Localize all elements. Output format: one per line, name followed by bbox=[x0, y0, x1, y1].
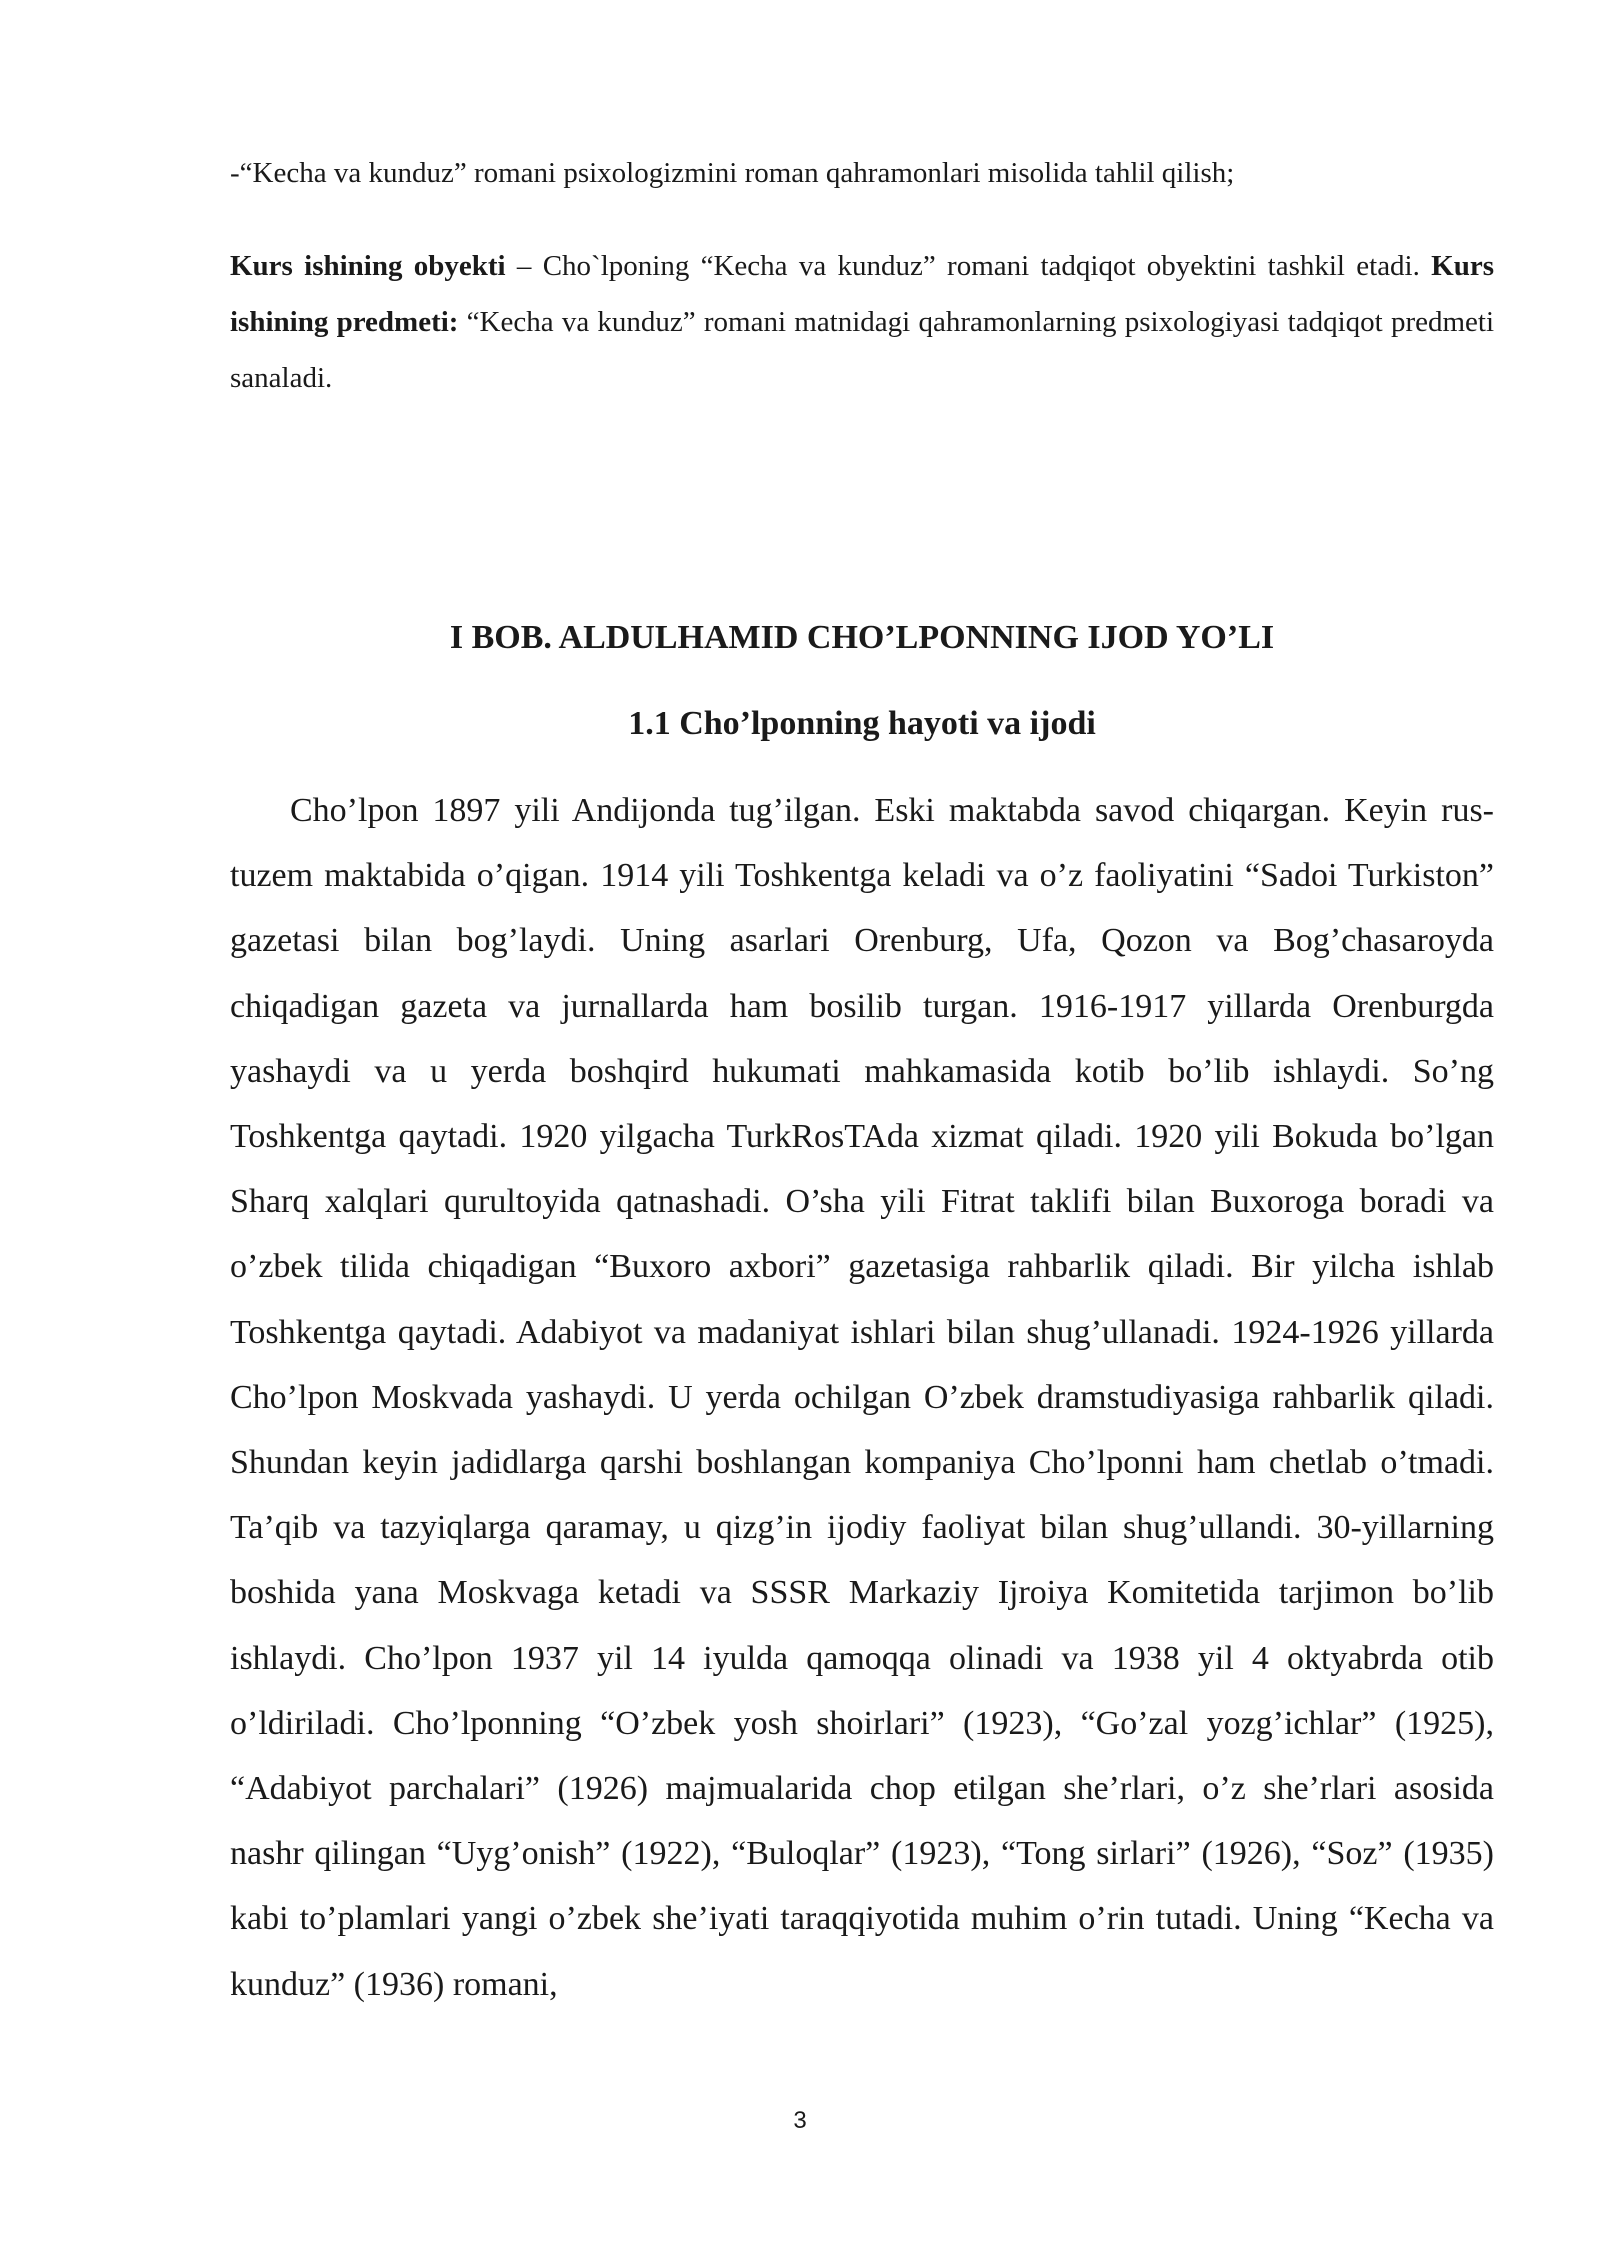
subject-label: Kurs ishining predmeti: bbox=[230, 250, 1495, 338]
object-text: – Cho`lponing “Kecha va kunduz” romani tadqiqot obyektini tashkil etadi. bbox=[505, 250, 1432, 282]
object-label: Kurs ishining obyekti bbox=[230, 250, 506, 282]
section-heading: 1.1 Cho’lponning hayoti va ijodi bbox=[628, 705, 1096, 742]
page-number: 3 bbox=[793, 2107, 807, 2134]
task-bullet-line: -“Kecha va kunduz” romani psixologizmini roman qahramonlari misolida tahlil qilish; bbox=[230, 157, 1235, 189]
subject-text: “Kecha va kunduz” romani matnidagi qahramonlarning psixologiyasi tadqiqot predmeti sanaladi. bbox=[230, 306, 1495, 394]
chapter-heading: I BOB. ALDULHAMID CHO’LPONNING IJOD YO’LI bbox=[449, 619, 1275, 656]
research-object-paragraph bbox=[230, 238, 1494, 406]
body-paragraph: Cho’lpon 1897 yili Andijonda tug’ilgan. Eski maktabda savod chiqargan. Keyin rus-tuzem maktabida o’qigan. 1914 yili Toshkentga keladi va o’z faoliyatini “Sadoi Turkiston” gazetasi bilan bog’laydi. Uning asarlari Orenburg, Ufa, Qozon va Bog’chasaroyda chiqadigan gazeta va jurnallarda ham bosilib turgan. 1916-1917 yillarda Orenburgda yashaydi va u yerda boshqird hukumati mahkamasida kotib bo’lib ishlaydi. So’ng Toshkentga qaytadi. 1920 yilgacha TurkRosTAda xizmat qiladi. 1920 yili Bokuda bo’lgan Sharq xalqlari qurultoyida qatnashadi. O’sha yili Fitrat taklifi bilan Buxoroga boradi va o’zbek tilida chiqadigan “Buxoro axbori” gazetasiga rahbarlik qiladi. Bir yilcha ishlab Toshkentga qaytadi. Adabiyot va madaniyat ishlari bilan shug’ullanadi. 1924-1926 yillarda Cho’lpon Moskvada yashaydi. U yerda ochilgan O’zbek dramstudiyasiga rahbarlik qiladi. Shundan keyin jadidlarga qarshi boshlangan kompaniya Cho’lponni ham chetlab o’tmadi. Ta’qib va tazyiqlarga qaramay, u qizg’in ijodiy faoliyat bilan shug’ullandi. 30-yillarning boshida yana Moskvaga ketadi va SSSR Markaziy Ijroiya Komitetida tarjimon bo’lib ishlaydi. Cho’lpon 1937 yil 14 iyulda qamoqqa olinadi va 1938 yil 4 oktyabrda otib o’ldiriladi. Cho’lponning “O’zbek yosh shoirlari” (1923), “Go’zal yozg’ichlar” (1925), “Adabiyot parchalari” (1926) majmualarida chop etilgan she’rlari, o’z she’rlari asosida nashr qilingan “Uyg’onish” (1922), “Buloqlar” (1923), “Tong sirlari” (1926), “Soz” (1935) kabi to’plamlari yangi o’zbek she’iyati taraqqiyotida muhim o’rin tutadi. Uning “Kecha va kunduz” (1936) romani, bbox=[230, 792, 1494, 2003]
